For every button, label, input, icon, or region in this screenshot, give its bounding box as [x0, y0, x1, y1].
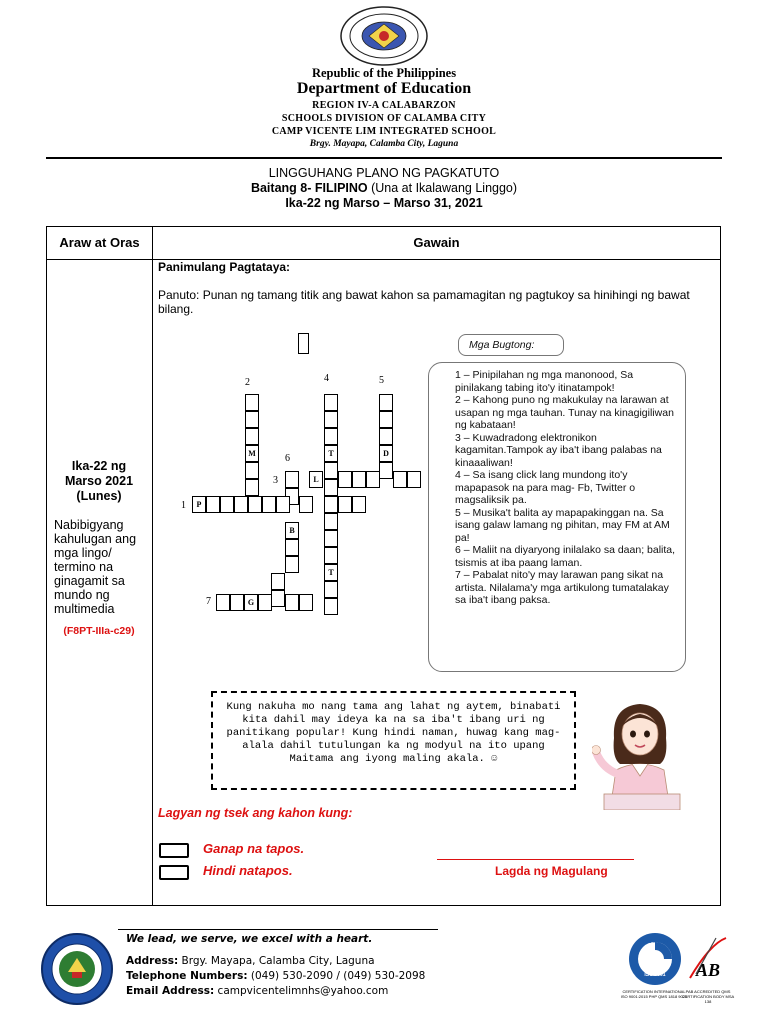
crossword-cell[interactable]: M [245, 445, 259, 462]
objective-text: Nabibigyang kahulugan ang mga lingo/ termino na ginagamit sa mundo ng multimedia [54, 518, 137, 616]
crossword-cell[interactable] [276, 496, 290, 513]
pab-brand: AB [696, 960, 721, 980]
day-line-3: (Lunes) [76, 489, 122, 503]
crossword-cell[interactable] [245, 411, 259, 428]
crossword-cell[interactable] [352, 471, 366, 488]
crossword-cell[interactable] [379, 428, 393, 445]
clue-4: 4 – Sa isang click lang mundong ito'y mapapasok na para mag- Fb, Twitter o magsaliksik pa. [455, 469, 636, 506]
crossword-cell[interactable] [338, 471, 352, 488]
crossword-cell[interactable] [379, 394, 393, 411]
footer-email [126, 985, 388, 997]
email-value[interactable]: campvicentelimnhs@yahoo.com [214, 985, 389, 997]
crossword-cell[interactable] [220, 496, 234, 513]
col-header-activity: Gawain [413, 235, 460, 250]
phone-label: Telephone Numbers: [126, 970, 248, 982]
clues-title: Mga Bugtong: [469, 339, 535, 351]
option-incomplete-label: Hindi natapos. [203, 863, 293, 878]
crossword-cell[interactable] [271, 590, 285, 607]
tuv-caption: CERTIFICATION INTERNATIONAL ISO 9001:2015 PHP QMS 1818 9021 [620, 989, 688, 999]
crossword-cell[interactable] [324, 598, 338, 615]
crossword-cell[interactable] [379, 411, 393, 428]
plan-grade [0, 181, 768, 195]
crossword-cell[interactable] [248, 496, 262, 513]
crossword-cell[interactable] [285, 556, 299, 573]
pab-caption: PAB ACCREDITED QMS CERTIFICATION BODY MSA 138 [681, 989, 735, 1004]
day-line-2: Marso 2021 [64, 474, 134, 488]
republic-line: Republic of the Philippines [311, 66, 457, 80]
clue-3: 3 – Kuwadradong elektronikon kagamitan.Tampok ay iba't ibang palabas na kinaaaliwan! [455, 431, 662, 469]
iso-label: ISO 9001 [644, 972, 666, 978]
crossword-cell[interactable] [352, 496, 366, 513]
crossword-cell[interactable] [258, 594, 272, 611]
address-label: Address: [126, 955, 179, 967]
crossword-cell[interactable]: D [379, 445, 393, 462]
crossword-cell[interactable] [324, 394, 338, 411]
crossword-cell[interactable] [245, 428, 259, 445]
clue-5: 5 – Musika't balita ay mapapakinggan na. Sa isang galaw lamang ng pihitan, may FM at AM pa! [455, 506, 670, 544]
crossword-cell[interactable]: T [324, 445, 338, 462]
crossword-cell[interactable] [216, 594, 230, 611]
crossword-cell[interactable] [324, 513, 338, 530]
signature-label: Lagda ng Magulang [495, 864, 608, 878]
crossword-cell[interactable] [407, 471, 421, 488]
clue-number-7: 7 [206, 596, 211, 607]
footer-divider [118, 929, 438, 930]
clue-1: 1 – Pinipilahan ng mga manonood, Sa pinilakang tabing ito'y itinatampok! [455, 369, 634, 394]
address-value: Brgy. Mayapa, Calamba City, Laguna [178, 955, 375, 967]
header-row-divider [47, 259, 720, 260]
clue-number-1: 1 [181, 500, 186, 511]
crossword-cell[interactable] [324, 547, 338, 564]
teacher-illustration [592, 698, 692, 810]
tuv-brand: TÜV NORD [641, 939, 669, 945]
encouragement-box [211, 691, 576, 790]
crossword-cell[interactable] [324, 530, 338, 547]
clues-title-box [458, 334, 564, 356]
crossword-cell[interactable] [285, 539, 299, 556]
email-label: Email Address: [126, 985, 215, 997]
crossword-cell[interactable] [285, 594, 299, 611]
empty-box [298, 333, 309, 354]
school-motto: We lead, we serve, we excel with a heart. [126, 933, 373, 945]
school-line: CAMP VICENTE LIM INTEGRATED SCHOOL [271, 126, 497, 137]
crossword-cell[interactable] [206, 496, 220, 513]
crossword-cell[interactable] [262, 496, 276, 513]
address-line: Brgy. Mayapa, Calamba City, Laguna [309, 139, 459, 149]
header-divider [46, 157, 722, 159]
crossword-cell[interactable] [379, 462, 393, 479]
crossword-cell[interactable] [324, 428, 338, 445]
crossword-cell[interactable]: L [309, 471, 323, 488]
clues-box [428, 362, 686, 672]
crossword-cell[interactable] [245, 462, 259, 479]
crossword-cell[interactable] [245, 479, 259, 496]
clue-number-4: 4 [324, 373, 329, 384]
crossword-puzzle [174, 370, 434, 630]
option-complete-label: Ganap na tapos. [203, 841, 305, 856]
crossword-cell[interactable] [366, 471, 380, 488]
crossword-cell[interactable] [285, 471, 299, 488]
grade-subject: Baitang 8- FILIPINO [250, 181, 368, 195]
activity-heading: Panimulang Pagtataya: [158, 260, 291, 274]
checkbox-complete[interactable] [159, 843, 189, 858]
activity-instructions: Panuto: Punan ng tamang titik ang bawat kahon sa pamamagitan ng pagtukoy sa hinihingi ng bawat bilang. [158, 288, 690, 316]
crossword-cell[interactable] [299, 496, 313, 513]
day-label [47, 459, 151, 504]
department-title: Department of Education [296, 80, 472, 97]
phone-value: (049) 530-2090 / (049) 530-2098 [247, 970, 426, 982]
crossword-cell[interactable] [324, 496, 338, 513]
crossword-cell[interactable]: B [285, 522, 299, 539]
crossword-cell[interactable] [271, 573, 285, 590]
crossword-cell[interactable] [324, 581, 338, 598]
crossword-cell[interactable] [338, 496, 352, 513]
footer-address [126, 955, 375, 967]
plan-dates: Ika-22 ng Marso – Marso 31, 2021 [285, 196, 483, 210]
crossword-cell[interactable] [324, 479, 338, 496]
clue-number-2: 2 [245, 377, 250, 388]
encouragement-text: Kung nakuha mo nang tama ang lahat ng aytem, binabati kita dahil may ideya ka na sa iba't ibang uri ng panitikang popular! Kung hindi naman, huwag kang mag-alala dahil tutulungan ka ng modyul na ito upang Maitama ang iyong maling akala. ☺ [226, 701, 561, 765]
crossword-cell[interactable] [393, 471, 407, 488]
signature-line[interactable] [437, 859, 634, 860]
crossword-cell[interactable]: G [244, 594, 258, 611]
crossword-cell[interactable] [245, 394, 259, 411]
checkbox-incomplete[interactable] [159, 865, 189, 880]
day-line-1: Ika-22 ng [71, 459, 127, 473]
deped-seal [339, 6, 429, 66]
clue-6: 6 – Maliit na diyaryong inilalako sa daan; balita, tsismis at iba paang laman. [455, 544, 676, 569]
clue-number-6: 6 [285, 453, 290, 464]
check-prompt: Lagyan ng tsek ang kahon kung: [158, 806, 353, 820]
region-line: REGION IV-A CALABARZON [312, 100, 456, 111]
crossword-cell[interactable]: P [192, 496, 206, 513]
crossword-cell[interactable] [299, 594, 313, 611]
crossword-cell[interactable] [324, 462, 338, 479]
clue-7: 7 – Pabalat nito'y may larawan pang sikat na artista. Nilalama'y mga artikulong tumatalakay sa iba't ibang paksa. [455, 569, 669, 606]
footer-seal [40, 932, 114, 1006]
footer-phone [126, 970, 425, 982]
grade-weeks: (Una at Ikalawang Linggo) [367, 181, 518, 195]
clue-2: 2 – Kahong puno ng makukulay na larawan at usapan ng mga tauhan. Tunay na kinagigiliwan ng kabataan! [455, 394, 674, 431]
crossword-cell[interactable] [324, 411, 338, 428]
competency-code: (F8PT-IIIa-c29) [63, 625, 135, 637]
clue-number-3: 3 [273, 475, 278, 486]
plan-title: LINGGUHANG PLANO NG PAGKATUTO [268, 166, 500, 180]
col-header-day: Araw at Oras [59, 235, 140, 250]
clue-number-5: 5 [379, 375, 384, 386]
crossword-cell[interactable]: T [324, 564, 338, 581]
division-line: SCHOOLS DIVISION OF CALAMBA CITY [281, 113, 487, 124]
crossword-cell[interactable] [230, 594, 244, 611]
column-divider [152, 227, 153, 905]
crossword-cell[interactable] [234, 496, 248, 513]
